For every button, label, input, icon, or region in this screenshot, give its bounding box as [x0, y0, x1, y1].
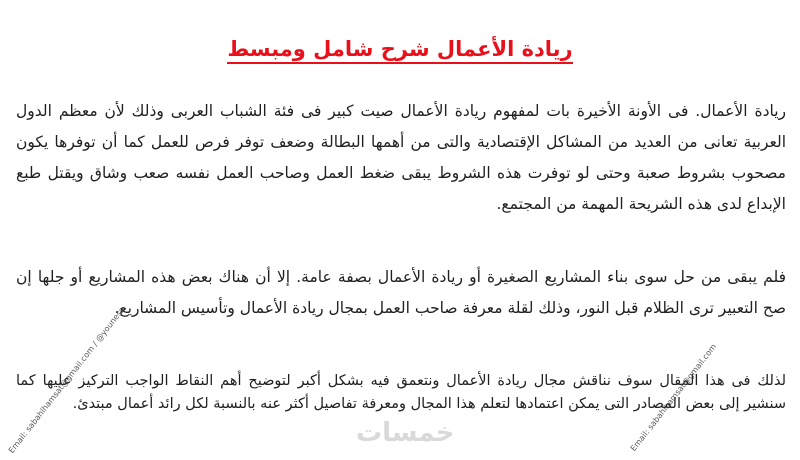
document-title: [0, 34, 800, 64]
paragraph-solution: فلم يبقى من حل سوى بناء المشاريع الصغيرة أو ريادة الأعمال بصفة عامة. إلا أن هناك بعض هذه المشاريع أو جلها إن صح التعبير ترى الظلام قبل النور، وذلك لقلة معرفة صاحب العمل بمجال ريادة الأعمال وتأسيس المشاريع.: [16, 268, 786, 317]
email-watermark-left: Email: sabahlhamsat@gmail.com / @youness: [6, 305, 127, 455]
email-watermark-right: Email: sabahlhamsat@gmail.com: [628, 342, 719, 453]
document-title-text: ريادة الأعمال شرح شامل ومبسط: [227, 37, 572, 64]
paragraph-article-scope: لذلك فى هذا المقال سوف نناقش مجال ريادة الأعمال ونتعمق فيه بشكل أكبر لتوضيح أهم النقاط الواجب التركيز عليها كما سنشير إلى بعض المصادر التى يمكن اعتمادها لتعلم هذا المجال ومعرفة تفاصيل أكثر عنه بالنسبة لكل رائد أعمال مبتدئ.: [16, 373, 786, 412]
paragraph-intro: ريادة الأعمال. فى الأونة الأخيرة بات لمفهوم ريادة الأعمال صيت كبير فى فئة الشباب العربى وذلك لأن معظم الدول العربية تعانى من العديد من المشاكل الإقتصادية والتى من أهمها البطالة وضعف توفر فرص للعمل كما أن توفرها يكون مصحوب بشروط صعبة وحتى لو توفرت هذه الشروط يبقى ضغط العمل وصاحب العمل نفسه صعب وشاق ويقتل طبع الإبداع لدى هذه الشريحة المهمة من المجتمع.: [16, 102, 786, 213]
khamsat-logo-watermark: خمسات: [356, 418, 455, 448]
